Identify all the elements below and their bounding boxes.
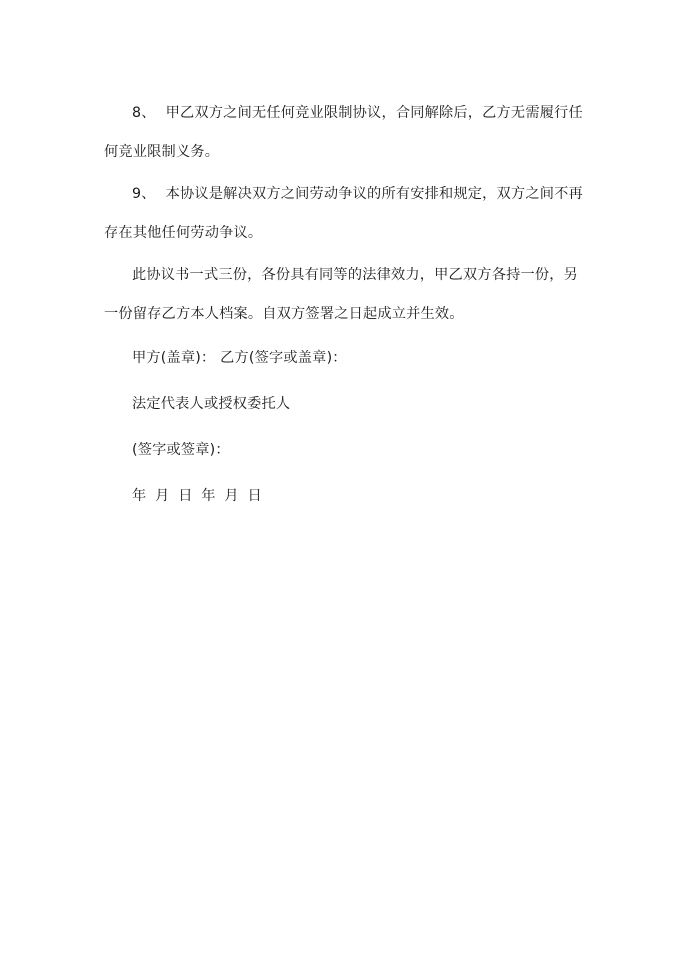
signature-sign-line: (签字或签章)： — [132, 442, 230, 458]
clause-number: 9、 — [132, 186, 156, 202]
clause-text: 本协议是解决双方之间劳动争议的所有安排和规定，双方之间不再存在其他任何劳动争议。 — [104, 186, 583, 241]
signature-representative-line: 法定代表人或授权委托人 — [132, 396, 291, 412]
signature-date-line: 年 月 日 年 月 日 — [132, 488, 262, 504]
copies-statement: 此协议书一式三份，各份具有同等的法律效力，甲乙双方各持一份，另一份留存乙方本人档案。自双方签署之日起成立并生效。 — [104, 267, 579, 322]
clause-9 — [104, 175, 584, 253]
signature-parties-line: 甲方(盖章)： 乙方(签字或盖章)： — [132, 350, 347, 366]
clause-number: 8、 — [132, 105, 156, 121]
clause-text: 甲乙双方之间无任何竞业限制协议，合同解除后，乙方无需履行任何竞业限制义务。 — [104, 105, 583, 160]
document-body — [104, 94, 584, 516]
clause-8 — [104, 94, 584, 172]
